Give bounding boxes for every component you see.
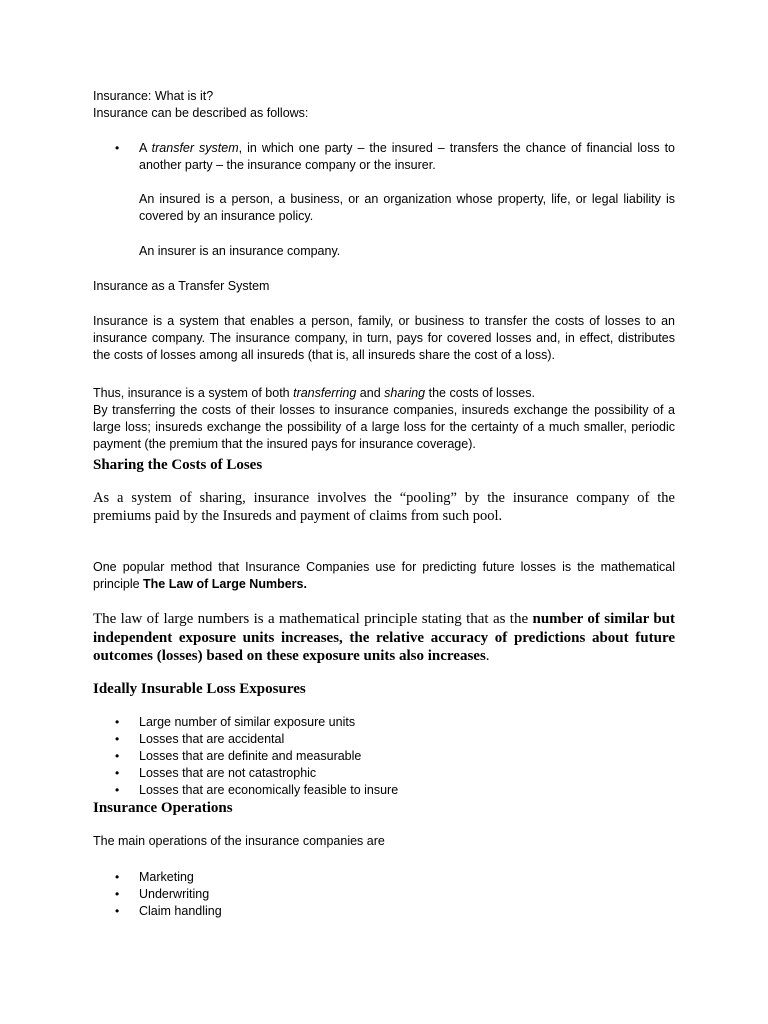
ops-intro: The main operations of the insurance companies are <box>93 834 385 848</box>
sharing-heading: Sharing the Costs of Loses <box>93 457 263 473</box>
bullet-marker: • <box>115 887 120 901</box>
bullet-marker: • <box>115 715 120 729</box>
bullet-marker: • <box>115 141 120 155</box>
list-item: Claim handling <box>139 904 222 918</box>
bullet-marker: • <box>115 783 120 797</box>
ideal-heading: Ideally Insurable Loss Exposures <box>93 681 306 697</box>
popular-method-paragraph: One popular method that Insurance Companies use for predicting future losses is the mathematical principle The Law of Large Numbers. <box>93 560 675 591</box>
sharing-paragraph: As a system of sharing, insurance involves the “pooling” by the insurance company of the premiums paid by the Insureds and payment of claims from such pool. <box>93 490 675 524</box>
bullet-marker: • <box>115 766 120 780</box>
thus-paragraph: Thus, insurance is a system of both transferring and sharing the costs of losses. <box>93 386 535 400</box>
list-item: Losses that are economically feasible to insure <box>139 783 399 797</box>
bullet-marker: • <box>115 749 120 763</box>
list-item: Losses that are definite and measurable <box>139 749 362 763</box>
transfer-system-bullet: A transfer system, in which one party – the insured – transfers the chance of financial loss to another party – the insurance company or the insurer. <box>139 141 675 172</box>
list-item: Underwriting <box>139 887 210 901</box>
list-item: Large number of similar exposure units <box>139 715 356 729</box>
bullet-marker: • <box>115 732 120 746</box>
bullet-marker: • <box>115 870 120 884</box>
transfer-system-term: transfer system <box>151 141 239 155</box>
transfer-paragraph: Insurance is a system that enables a person, family, or business to transfer the costs of losses to an insurance company. The insurance company, in turn, pays for covered losses and, in effect, distributes the costs of losses among all insureds (that is, all insureds share the cost of a loss). <box>93 314 675 362</box>
list-item: Marketing <box>139 870 194 884</box>
list-item: Losses that are not catastrophic <box>139 766 317 780</box>
transfer-heading: Insurance as a Transfer System <box>93 279 270 293</box>
doc-intro: Insurance can be described as follows: <box>93 106 309 120</box>
exchange-paragraph: By transferring the costs of their losses to insurance companies, insureds exchange the possibility of a large loss; insureds exchange the possibility of a large loss for the certainty of a much smaller, periodic payment (the premium that the insured pays for insurance coverage). <box>93 403 675 451</box>
insurer-definition: An insurer is an insurance company. <box>139 244 341 258</box>
insured-definition: An insured is a person, a business, or an organization whose property, life, or legal liability is covered by an insurance policy. <box>139 192 675 223</box>
list-item: Losses that are accidental <box>139 732 285 746</box>
ops-heading: Insurance Operations <box>93 800 233 816</box>
law-of-large-numbers-term: The Law of Large Numbers. <box>143 577 307 591</box>
law-paragraph: The law of large numbers is a mathematical principle stating that as the number of similar but independent exposure units increases, the relative accuracy of predictions about future outcomes (losses) based on these exposure units also increases. <box>93 611 675 664</box>
bullet-marker: • <box>115 904 120 918</box>
doc-title: Insurance: What is it? <box>93 89 214 103</box>
